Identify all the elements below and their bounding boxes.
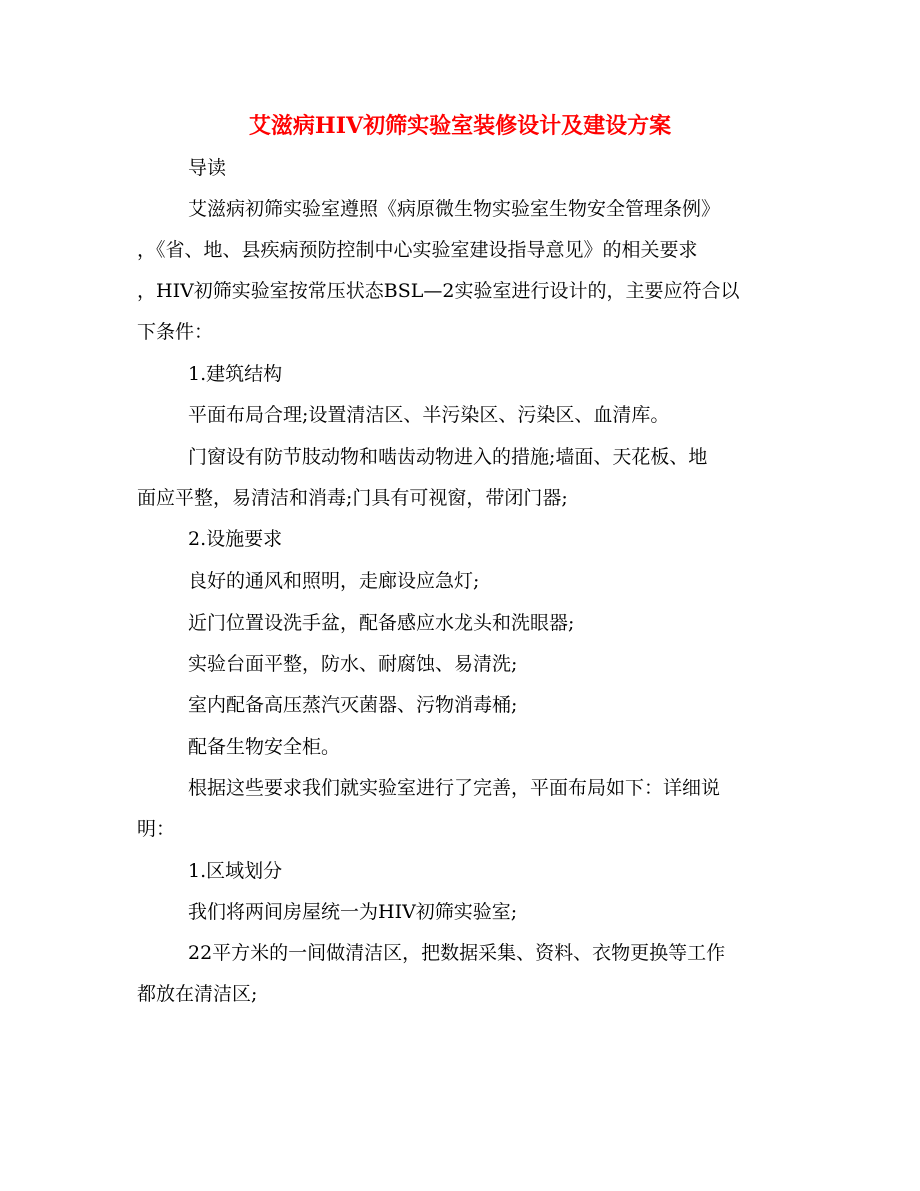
- paragraph-improvement-line-1: 根据这些要求我们就实验室进行了完善，平面布局如下：详细说: [188, 777, 721, 799]
- paragraph-intro-line-2: ，《省、地、县疾病预防控制中心实验室建设指导意见》的相关要求: [137, 239, 698, 261]
- paragraph-rooms: 我们将两间房屋统一为HIV初筛实验室;: [188, 901, 518, 923]
- paragraph-improvement-line-2: 明：: [137, 818, 176, 840]
- paragraph-safety-cabinet: 配备生物安全柜。: [188, 736, 341, 758]
- section-heading-facilities: 2.设施要求: [188, 528, 283, 550]
- paragraph-clean-zone-line-1: 22平方米的一间做清洁区，把数据采集、资料、衣物更换等工作: [188, 942, 726, 964]
- paragraph-autoclave: 室内配备高压蒸汽灭菌器、污物消毒桶;: [188, 694, 518, 716]
- paragraph-doors-line-1: 门窗设有防节肢动物和啮齿动物进入的措施;墙面、天花板、地: [188, 446, 708, 468]
- paragraph-handwash: 近门位置设洗手盆，配备感应水龙头和洗眼器;: [188, 612, 575, 634]
- paragraph-doors-line-2: 面应平整，易清洁和消毒;门具有可视窗，带闭门器;: [137, 487, 568, 509]
- paragraph-intro-line-1: 艾滋病初筛实验室遵照《病原微生物实验室生物安全管理条例》: [188, 198, 721, 220]
- section-heading-building: 1.建筑结构: [188, 363, 283, 385]
- paragraph-intro-line-3: ，HIV初筛实验室按常压状态BSL—2实验室进行设计的，主要应符合以: [137, 280, 740, 302]
- paragraph-layout: 平面布局合理;设置清洁区、半污染区、污染区、血清库。: [188, 404, 670, 426]
- document-title: 艾滋病HIV初筛实验室装修设计及建设方案: [248, 113, 672, 139]
- paragraph-intro-line-4: 下条件：: [137, 321, 214, 343]
- paragraph-benchtop: 实验台面平整，防水、耐腐蚀、易清洗;: [188, 653, 518, 675]
- section-heading-zoning: 1.区域划分: [188, 860, 283, 882]
- paragraph-lead-heading: 导读: [188, 157, 227, 179]
- paragraph-ventilation: 良好的通风和照明，走廊设应急灯;: [188, 570, 480, 592]
- paragraph-clean-zone-line-2: 都放在清洁区;: [137, 983, 258, 1005]
